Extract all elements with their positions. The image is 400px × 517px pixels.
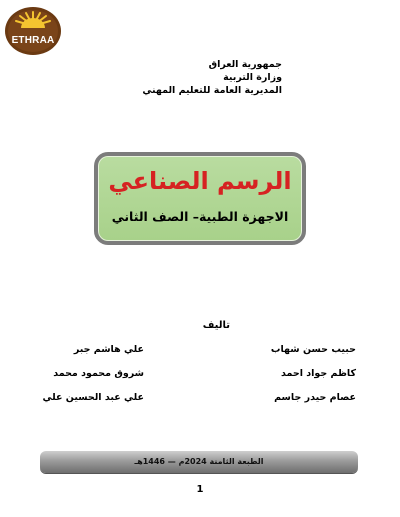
author-left-2: شروق محمود محمد bbox=[53, 368, 144, 379]
authors-label: تاليف bbox=[202, 320, 230, 331]
author-right-1: حبيب حسن شهاب bbox=[270, 344, 356, 355]
logo-text: ETHRAA bbox=[11, 35, 55, 46]
ethraa-logo-graphic bbox=[4, 4, 62, 56]
book-title: الرسم الصناعي bbox=[108, 167, 292, 195]
header-ministry: وزارة التربية bbox=[223, 72, 282, 83]
edition-bar: الطبعة الثامنة 2024م — 1446هـ bbox=[40, 451, 358, 473]
ministry-header bbox=[62, 58, 282, 97]
author-right-3: عصام حيدر جاسم bbox=[274, 392, 356, 403]
ethraa-logo bbox=[4, 4, 62, 56]
author-left-3: علي عبد الحسين علي bbox=[42, 392, 144, 403]
author-left-1: علي هاشم جبر bbox=[73, 344, 144, 355]
book-subtitle: الاجهزة الطبية– الصف الثاني bbox=[111, 209, 289, 224]
page-number: 1 bbox=[196, 484, 204, 495]
header-directorate: المديرية العامة للتعليم المهني bbox=[142, 85, 282, 96]
header-country: جمهورية العراق bbox=[208, 59, 282, 70]
title-box bbox=[94, 152, 306, 245]
author-right-2: كاظم جواد احمد bbox=[281, 368, 356, 379]
